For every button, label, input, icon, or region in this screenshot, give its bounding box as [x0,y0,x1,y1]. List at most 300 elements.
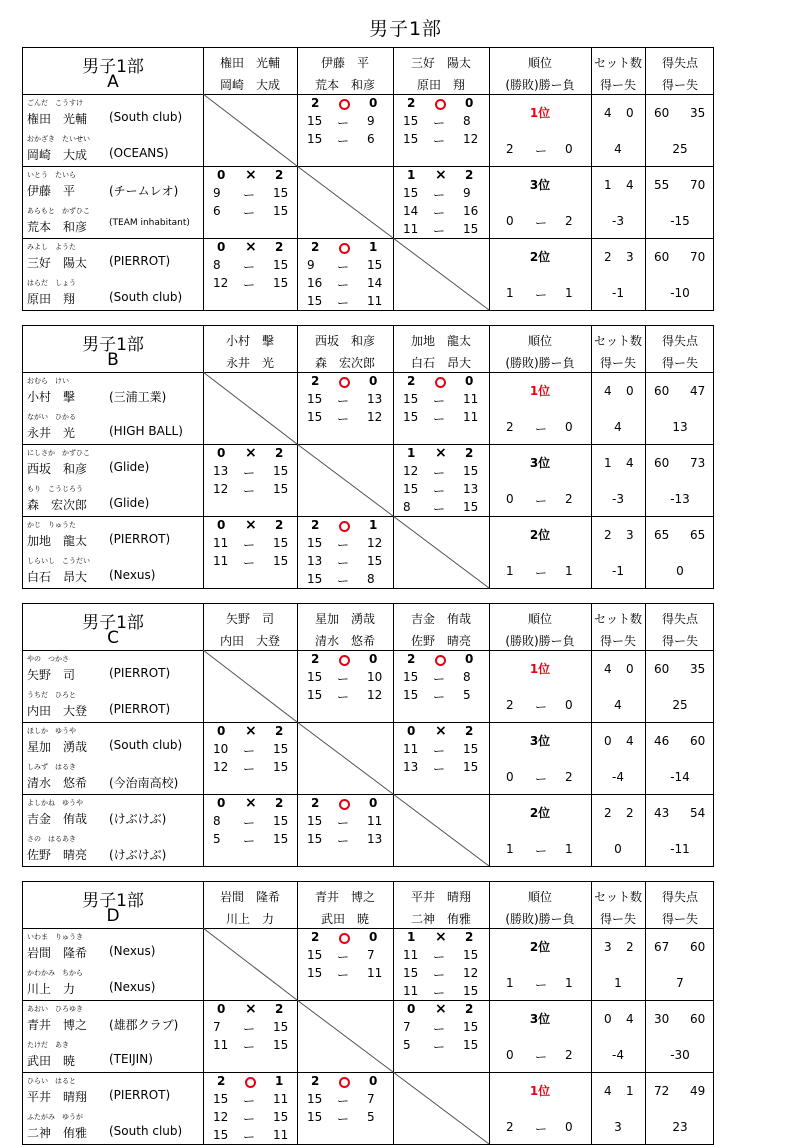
player1-kana: みよし ようた [27,243,76,251]
player2-club: (South club) [109,1124,183,1138]
player1-name: 平井 晴翔 [27,1090,88,1104]
header-team-player1: 権田 光輔 [219,56,280,70]
set-dash: ー [243,1130,256,1144]
match-score-b: 0 [465,96,474,110]
rank: 1位 [529,106,551,120]
player2-club: (TEIJIN) [109,1052,153,1066]
win-circle-icon [339,375,350,389]
set-score-b: 7 [367,1092,375,1106]
match-score-b: 0 [369,96,378,110]
match-score-a: 2 [311,518,320,532]
sets-lost: 4 [626,456,634,470]
group-letter: A [107,72,119,92]
set-score-a: 8 [403,500,411,514]
self-match-diagonal [297,444,393,516]
set-dash: ー [337,672,350,686]
points-diff: -30 [670,1048,690,1062]
set-dash: ー [433,744,446,758]
rank-header: 順位 [527,56,552,70]
match-score-b: 2 [465,168,474,182]
player2-name: 永井 光 [27,426,76,440]
sets-lost: 3 [626,528,634,542]
player1-club: (South club) [109,110,183,124]
match-score-a: 2 [311,96,320,110]
sets-header: セット数 [593,56,642,70]
sets-diff: -3 [612,492,624,506]
points-diff: 7 [676,976,684,990]
set-dash: ー [243,188,256,202]
match-score-a: 2 [311,796,320,810]
player1-club: (PIERROT) [109,254,171,268]
win-circle-icon [435,653,446,667]
points-won: 60 [654,250,670,264]
set-score-b: 12 [463,966,479,980]
set-score-b: 15 [463,1020,479,1034]
win-circle-icon [435,375,446,389]
set-score-a: 15 [307,572,323,586]
wins: 0 [506,492,514,506]
match-score-a: 2 [407,96,416,110]
set-score-a: 15 [403,410,419,424]
set-score-b: 15 [273,554,289,568]
set-score-a: 15 [403,966,419,980]
set-score-b: 15 [273,536,289,550]
match-score-b: 2 [275,1002,284,1016]
set-score-a: 15 [307,536,323,550]
set-score-b: 15 [463,760,479,774]
set-dash: ー [337,538,350,552]
grid-hline [23,94,713,95]
player1-club: (PIERROT) [109,666,171,680]
sets-diff: -4 [612,1048,624,1062]
losses: 1 [565,842,573,856]
sets-diff: -3 [612,214,624,228]
set-score-a: 12 [213,1110,229,1124]
player2-club: (HIGH BALL) [109,424,183,438]
set-score-b: 5 [367,1110,375,1124]
set-score-b: 15 [367,258,383,272]
set-score-a: 15 [403,482,419,496]
set-dash: ー [433,950,446,964]
set-score-a: 15 [307,688,323,702]
sets-lost: 4 [626,1012,634,1026]
sets-diff: 4 [614,142,622,156]
player2-name: 内田 大登 [27,704,88,718]
points-lost: 73 [690,456,706,470]
header-team-player2: 森 宏次郎 [314,356,375,370]
match-score-a: 1 [407,446,416,460]
dash: ー [535,700,548,714]
sets-header: セット数 [593,612,642,626]
points-won: 46 [654,734,670,748]
set-score-b: 14 [367,276,383,290]
set-dash: ー [337,816,350,830]
set-score-b: 11 [463,410,479,424]
points-subheader: 得ー失 [661,356,698,370]
header-team-player1: 小村 擊 [225,334,274,348]
set-dash: ー [243,278,256,292]
match-score-a: 0 [217,518,226,532]
dash: ー [535,978,548,992]
group-table-b [22,325,714,589]
set-score-a: 15 [307,1092,323,1106]
self-match-diagonal [393,516,489,588]
match-score-b: 2 [275,446,284,460]
set-score-a: 13 [403,760,419,774]
set-score-a: 15 [403,132,419,146]
sets-won: 2 [604,528,612,542]
win-circle-icon [339,1075,350,1089]
dash: ー [535,566,548,580]
player1-club: (PIERROT) [109,532,171,546]
header-team-player2: 原田 翔 [416,78,465,92]
player1-kana: ひらい はると [27,1077,76,1085]
lose-cross-icon: × [245,517,257,533]
player2-name: 川上 力 [27,982,76,996]
player1-name: 星加 湧哉 [27,740,88,754]
sets-lost: 1 [626,1084,634,1098]
dash: ー [535,144,548,158]
match-score-b: 0 [465,652,474,666]
dash: ー [535,1122,548,1136]
wins: 1 [506,842,514,856]
sets-lost: 4 [626,734,634,748]
grid-hline [23,928,713,929]
points-diff: -10 [670,286,690,300]
rank-header: 順位 [527,334,552,348]
set-dash: ー [337,278,350,292]
points-lost: 54 [690,806,706,820]
match-score-a: 0 [217,168,226,182]
match-score-b: 2 [465,930,474,944]
sets-subheader: 得ー失 [599,78,636,92]
set-dash: ー [337,834,350,848]
losses: 0 [565,420,573,434]
losses: 2 [565,1048,573,1062]
set-score-a: 7 [403,1020,411,1034]
sets-won: 0 [604,734,612,748]
set-score-b: 15 [273,1110,289,1124]
points-header: 得失点 [661,612,698,626]
set-score-a: 15 [403,186,419,200]
set-score-a: 5 [403,1038,411,1052]
set-dash: ー [243,1112,256,1126]
match-score-b: 1 [275,1074,284,1088]
grid-hline [23,650,713,651]
sets-lost: 2 [626,806,634,820]
set-dash: ー [243,762,256,776]
set-dash: ー [243,834,256,848]
lose-cross-icon: × [435,929,447,945]
points-diff: -15 [670,214,690,228]
set-score-a: 8 [213,814,221,828]
dash: ー [535,422,548,436]
losses: 2 [565,770,573,784]
set-score-b: 9 [367,114,375,128]
player1-kana: あおい ひろゆき [27,1005,83,1013]
win-circle-icon [339,797,350,811]
sets-won: 2 [604,806,612,820]
lose-cross-icon: × [245,167,257,183]
player2-name: 清水 悠希 [27,776,88,790]
sets-lost: 3 [626,250,634,264]
player2-kana: はらだ しょう [27,279,76,287]
player2-kana: うちだ ひろと [27,691,76,699]
set-dash: ー [433,690,446,704]
wins: 0 [506,214,514,228]
dash: ー [535,494,548,508]
group-table-a [22,47,714,311]
win-circle-icon [339,519,350,533]
header-team-player1: 三好 陽太 [410,56,471,70]
points-lost: 65 [690,528,706,542]
grid-hline [23,794,713,795]
lose-cross-icon: × [245,239,257,255]
points-diff: -13 [670,492,690,506]
match-score-b: 0 [369,796,378,810]
set-score-b: 13 [367,392,383,406]
player1-kana: かじ りゅうた [27,521,76,529]
lose-cross-icon: × [245,1001,257,1017]
set-dash: ー [243,260,256,274]
set-dash: ー [243,206,256,220]
match-score-b: 0 [369,1074,378,1088]
set-dash: ー [433,412,446,426]
dash: ー [535,772,548,786]
set-score-b: 15 [273,464,289,478]
set-score-a: 15 [307,966,323,980]
self-match-diagonal [203,94,297,166]
group-letter: D [106,906,120,926]
losses: 1 [565,286,573,300]
points-diff: 23 [672,1120,688,1134]
set-score-b: 11 [367,294,383,308]
header-team-player1: 矢野 司 [225,612,274,626]
points-lost: 60 [690,734,706,748]
set-score-b: 15 [273,1038,289,1052]
set-score-b: 15 [463,500,479,514]
rank-subheader: (勝敗)勝ー負 [505,356,575,370]
player1-name: 三好 陽太 [27,256,88,270]
set-score-a: 11 [403,984,419,998]
points-won: 60 [654,384,670,398]
sets-won: 3 [604,940,612,954]
set-dash: ー [243,538,256,552]
header-team-player1: 青井 博之 [314,890,375,904]
rank: 1位 [529,1084,551,1098]
player2-club: (OCEANS) [109,146,169,160]
player2-kana: もり こうじろう [27,485,83,493]
player1-name: 小村 擊 [27,390,76,404]
player1-kana: おむら けい [27,377,69,385]
set-score-a: 15 [307,814,323,828]
wins: 1 [506,564,514,578]
points-subheader: 得ー失 [661,78,698,92]
player2-club: (今治南高校) [109,776,179,790]
sets-diff: 4 [614,420,622,434]
set-score-a: 11 [213,1038,229,1052]
set-score-b: 7 [367,948,375,962]
set-score-a: 16 [307,276,323,290]
player2-name: 荒本 和彦 [27,220,88,234]
set-score-b: 5 [463,688,471,702]
player1-kana: やの つかさ [27,655,69,663]
group-table-c [22,603,714,867]
set-dash: ー [337,296,350,310]
match-score-b: 2 [465,446,474,460]
set-score-a: 5 [213,832,221,846]
set-score-b: 15 [463,222,479,236]
match-score-a: 0 [407,724,416,738]
self-match-diagonal [203,928,297,1000]
set-score-b: 15 [273,276,289,290]
set-score-b: 15 [273,1020,289,1034]
set-dash: ー [433,986,446,1000]
player2-name: 武田 暁 [27,1054,76,1068]
set-score-a: 15 [403,114,419,128]
lose-cross-icon: × [245,445,257,461]
self-match-diagonal [297,1000,393,1072]
player1-club: (PIERROT) [109,1088,171,1102]
set-dash: ー [433,672,446,686]
rank: 3位 [529,734,551,748]
points-won: 60 [654,456,670,470]
set-dash: ー [243,484,256,498]
player2-kana: おかざき たいせい [27,135,90,143]
sets-lost: 0 [626,106,634,120]
set-score-a: 8 [213,258,221,272]
self-match-diagonal [297,722,393,794]
points-header: 得失点 [661,334,698,348]
self-match-diagonal [297,166,393,238]
match-score-b: 0 [369,374,378,388]
match-score-a: 2 [407,652,416,666]
player2-club: (けぶけぶ) [109,848,167,862]
grid-hline [23,372,713,373]
set-dash: ー [433,484,446,498]
lose-cross-icon: × [435,1001,447,1017]
grid-hline [23,238,713,239]
sets-won: 4 [604,1084,612,1098]
wins: 1 [506,286,514,300]
set-dash: ー [337,260,350,274]
set-score-a: 15 [403,392,419,406]
player1-name: 吉金 侑哉 [27,812,88,826]
set-dash: ー [433,1040,446,1054]
set-score-b: 15 [273,814,289,828]
match-score-b: 0 [369,652,378,666]
header-team-player2: 岡崎 大成 [219,78,280,92]
division-label: 男子1部 [82,891,144,911]
rank: 1位 [529,662,551,676]
points-diff: 25 [672,698,688,712]
set-score-b: 13 [463,482,479,496]
player2-club: (Nexus) [109,980,156,994]
rank-subheader: (勝敗)勝ー負 [505,634,575,648]
circle-mark [339,933,350,944]
set-score-a: 11 [213,554,229,568]
set-score-b: 12 [463,132,479,146]
set-score-b: 15 [463,742,479,756]
match-score-b: 2 [275,724,284,738]
player2-kana: しらいし こうだい [27,557,90,565]
set-dash: ー [337,134,350,148]
match-score-b: 2 [275,168,284,182]
circle-mark [339,655,350,666]
set-score-b: 12 [367,410,383,424]
sets-lost: 0 [626,662,634,676]
set-score-a: 12 [213,760,229,774]
player2-kana: ふたがみ ゆうが [27,1113,83,1121]
player2-club: (Glide) [109,496,150,510]
points-lost: 70 [690,178,706,192]
sets-won: 4 [604,662,612,676]
set-score-a: 11 [403,222,419,236]
header-team-player1: 吉金 侑哉 [410,612,471,626]
circle-mark [339,799,350,810]
win-circle-icon [339,653,350,667]
header-team-player2: 白石 昂大 [410,356,471,370]
set-score-b: 12 [367,688,383,702]
points-diff: 13 [672,420,688,434]
player2-club: (PIERROT) [109,702,171,716]
set-dash: ー [433,134,446,148]
player2-name: 二神 侑雅 [27,1126,88,1140]
rank-subheader: (勝敗)勝ー負 [505,78,575,92]
header-team-player2: 佐野 晴亮 [410,634,471,648]
player1-name: 青井 博之 [27,1018,88,1032]
rank: 1位 [529,384,551,398]
set-score-b: 9 [463,186,471,200]
set-score-b: 8 [367,572,375,586]
win-circle-icon [245,1075,256,1089]
player1-name: 西坂 和彦 [27,462,88,476]
wins: 0 [506,1048,514,1062]
match-score-a: 1 [407,168,416,182]
sets-subheader: 得ー失 [599,356,636,370]
points-won: 65 [654,528,670,542]
wins: 2 [506,420,514,434]
match-score-b: 2 [465,724,474,738]
player1-kana: にしさか かずひこ [27,449,90,457]
circle-mark [339,377,350,388]
losses: 0 [565,698,573,712]
points-won: 72 [654,1084,670,1098]
header-team-player1: 加地 龍太 [410,334,471,348]
set-score-a: 15 [307,670,323,684]
player2-name: 岡崎 大成 [27,148,88,162]
player1-name: 岩間 隆希 [27,946,88,960]
set-dash: ー [243,816,256,830]
set-dash: ー [337,116,350,130]
group-table-d [22,881,714,1145]
sets-won: 4 [604,384,612,398]
points-header: 得失点 [661,890,698,904]
sets-won: 1 [604,178,612,192]
match-score-a: 2 [311,1074,320,1088]
page-title: 男子1部 [368,18,443,40]
division-label: 男子1部 [82,335,144,355]
header-team-player1: 伊藤 平 [320,56,369,70]
set-score-b: 15 [463,948,479,962]
player1-club: (チームレオ) [109,184,179,198]
self-match-diagonal [203,650,297,722]
match-score-b: 2 [275,518,284,532]
player2-name: 森 宏次郎 [27,498,88,512]
player1-name: 加地 龍太 [27,534,88,548]
set-score-b: 15 [273,832,289,846]
set-score-b: 15 [273,482,289,496]
